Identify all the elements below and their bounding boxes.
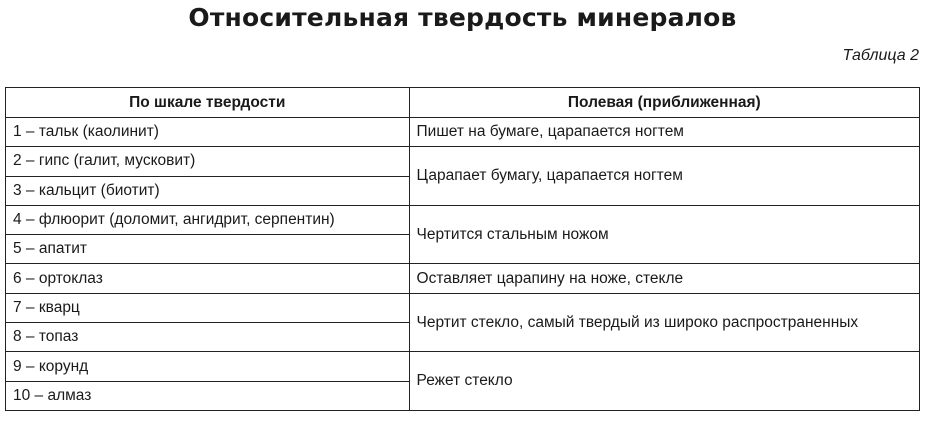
scale-cell: 9 – корунд [6, 352, 410, 381]
scale-cell: 10 – алмаз [6, 381, 410, 410]
field-cell: Оставляет царапину на ноже, стекле [409, 264, 919, 293]
table-row [6, 264, 920, 293]
scale-cell: 1 – тальк (каолинит) [6, 118, 410, 147]
header-scale: По шкале твердости [6, 88, 410, 118]
scale-cell: 3 – кальцит (биотит) [6, 176, 410, 205]
table-row [6, 147, 920, 176]
scale-cell: 6 – ортоклаз [6, 264, 410, 293]
table-row [6, 118, 920, 147]
table-row [6, 205, 920, 234]
scale-cell: 4 – флюорит (доломит, ангидрит, серпентин) [6, 205, 410, 234]
table-label: Таблица 2 [842, 47, 919, 64]
field-cell: Царапает бумагу, царапается ногтем [409, 147, 919, 206]
field-cell: Чертится стальным ножом [409, 205, 919, 264]
table-header-row [6, 88, 920, 118]
field-cell: Режет стекло [409, 352, 919, 411]
field-cell: Чертит стекло, самый твердый из широко распространенных [409, 293, 919, 352]
field-cell: Пишет на бумаге, царапается ногтем [409, 118, 919, 147]
hardness-table [5, 87, 920, 411]
table-row [6, 352, 920, 381]
scale-cell: 5 – апатит [6, 235, 410, 264]
table-row [6, 293, 920, 322]
page-title: Относительная твердость минералов [188, 3, 737, 32]
scale-cell: 2 – гипс (галит, мусковит) [6, 147, 410, 176]
scale-cell: 8 – топаз [6, 323, 410, 352]
header-field: Полевая (приближенная) [409, 88, 919, 118]
scale-cell: 7 – кварц [6, 293, 410, 322]
